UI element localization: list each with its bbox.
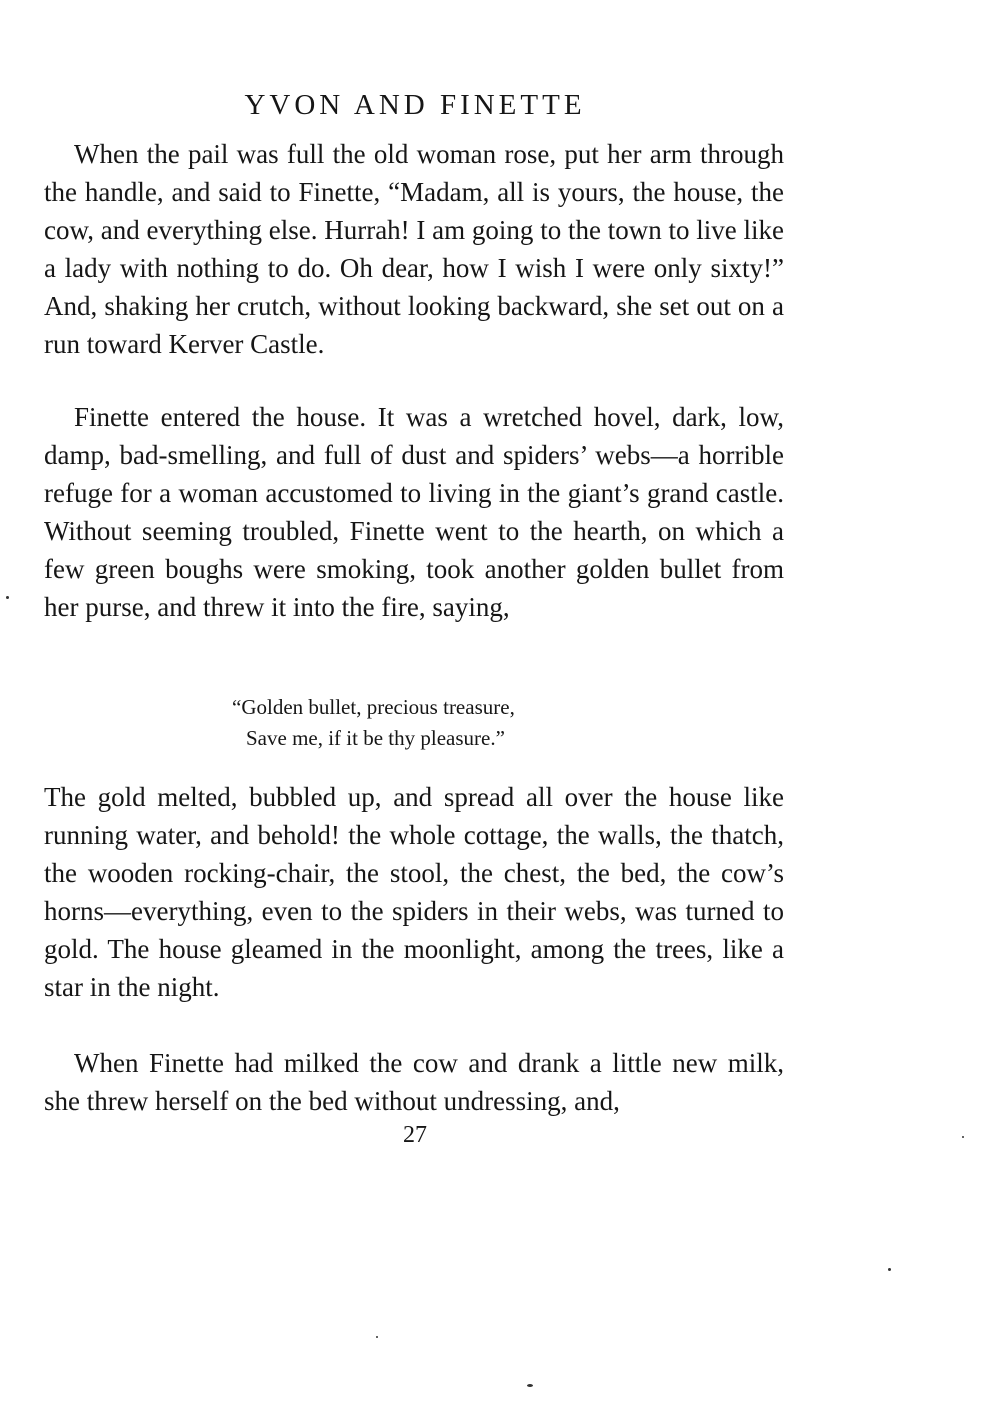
paragraph-2: Finette entered the house. It was a wretched hovel, dark, low, damp, bad-smelling, and full of dust and spiders’ webs—a horrible refuge for a woman accustomed to living in the giant’s grand castle. Without seeming troubled, Finette went to the hearth, on which a few green boughs were smoking, took another golden bullet from her purse, and threw it into the fire, saying, (44, 402, 784, 622)
scan-speck (376, 1336, 378, 1338)
scan-speck (527, 1384, 533, 1387)
verse-couplet (232, 692, 515, 754)
paragraph-3: The gold melted, bubbled up, and spread all over the house like running water, and behold! the whole cottage, the walls, the thatch, the wooden rocking-chair, the stool, the chest, the bed, the cow’s horns—everything, even to the spiders in their webs, was turned to gold. The house gleamed in the moonlight, among the trees, like a star in the night. (44, 782, 784, 1002)
running-head: YVON AND FINETTE (244, 89, 586, 121)
verse-line-1: “Golden bullet, precious treasure, (232, 695, 515, 719)
paragraph-4: When Finette had milked the cow and drank a little new milk, she threw herself on the bed without undressing, and, (44, 1048, 784, 1116)
page-number: 27 (403, 1122, 427, 1148)
paragraph-1: When the pail was full the old woman rose, put her arm through the handle, and said to Finette, “Madam, all is yours, the house, the cow, and everything else. Hurrah! I am going to the town to live like a lady with nothing to do. Oh dear, how I wish I were only sixty!” And, shaking her crutch, without looking backward, she set out on a run toward Kerver Castle. (44, 139, 784, 359)
scan-speck (888, 1268, 891, 1271)
verse-line-2: Save me, if it be thy pleasure.” (246, 726, 505, 750)
scan-speck (6, 596, 9, 599)
scan-speck (962, 1136, 964, 1138)
